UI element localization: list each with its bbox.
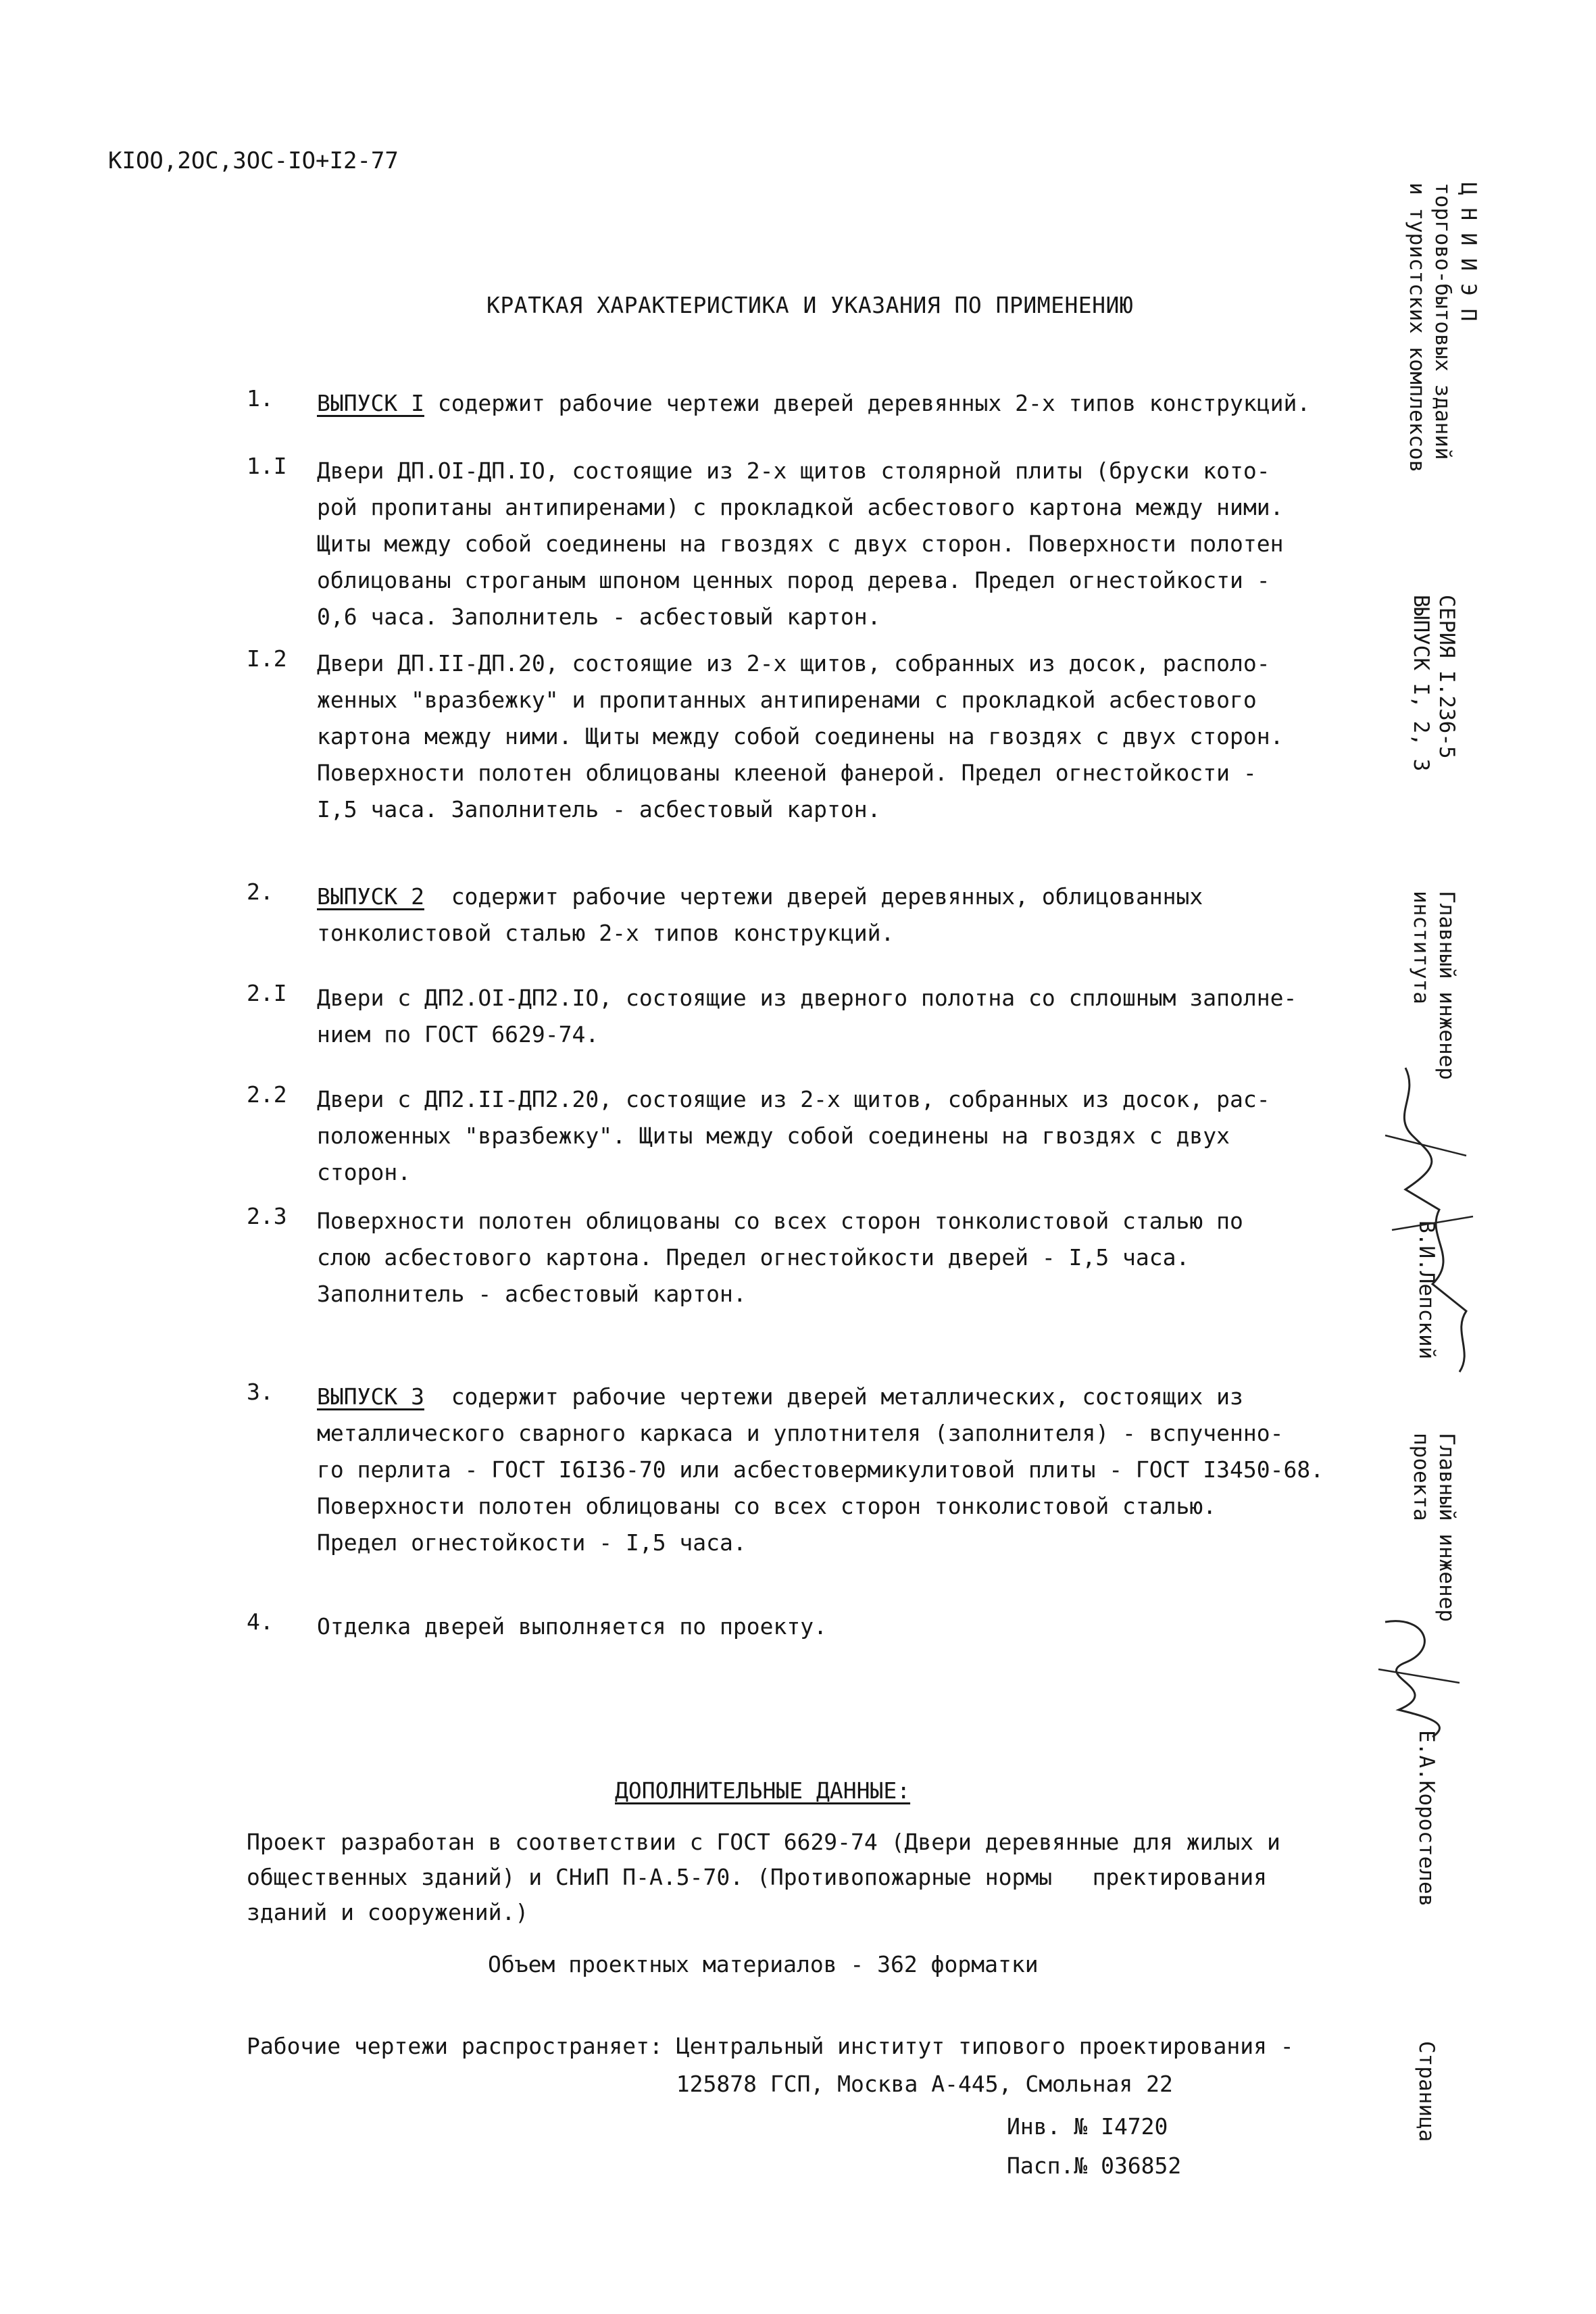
item-line: металлического сварного каркаса и уплотнителя (заполнителя) - вспученно- — [317, 1420, 1284, 1446]
item-line: Щиты между собой соединены на гвоздях с двух сторон. Поверхности полотен — [317, 531, 1284, 557]
item-body — [317, 1379, 1355, 1561]
item-number: 1.I — [247, 453, 287, 479]
item-line: слою асбестового картона. Предел огнестойкости дверей - I,5 часа. — [317, 1244, 1190, 1271]
page-title: КРАТКАЯ ХАРАКТЕРИСТИКА И УКАЗАНИЯ ПО ПРИМЕНЕНИЮ — [487, 292, 1134, 318]
list-item — [247, 980, 1355, 1053]
item-number: 2.I — [247, 980, 287, 1006]
item-line: I,5 часа. Заполнитель - асбестовый картон. — [317, 796, 881, 822]
item-line: ВЫПУСК 3 содержит рабочие чертежи дверей металлических, состоящих из — [317, 1383, 1243, 1410]
item-line: Поверхности полотен облицованы клееной фанерой. Предел огнестойкости - — [317, 760, 1257, 786]
list-item — [247, 1203, 1355, 1312]
item-line: Двери ДП.OI-ДП.IO, состоящие из 2-х щитов столярной плиты (бруски кото- — [317, 458, 1270, 484]
pasp-number: Пасп.№ 036852 — [1007, 2152, 1182, 2179]
item-line: Двери с ДП2.II-ДП2.20, состоящие из 2-х щитов, собранных из досок, рас- — [317, 1086, 1270, 1112]
additional-line: Проект разработан в соответствии с ГОСТ 6629-74 (Двери деревянные для жилых и — [247, 1829, 1280, 1855]
item-line: Двери с ДП2.OI-ДП2.IO, состоящие из дверного полотна со сплошным заполне- — [317, 985, 1297, 1011]
additional-heading: ДОПОЛНИТЕЛЬНЫЕ ДАННЫЕ: — [615, 1777, 911, 1804]
list-item — [247, 385, 1355, 422]
list-item — [247, 879, 1355, 952]
inventory-block — [1007, 2107, 1181, 2186]
item-line: ВЫПУСК I содержит рабочие чертежи дверей деревянных 2-х типов конструкций. — [317, 390, 1311, 416]
additional-line: общественных зданий) и СНиП П-А.5-70. (Противопожарные нормы прeктирования — [247, 1864, 1267, 1890]
section-label: ВЫПУСК 2 — [317, 883, 424, 910]
stamp-chief-institute: Главный инженер института — [1409, 891, 1459, 1080]
item-number: 1. — [247, 385, 274, 412]
signature-lepsky — [1365, 1054, 1487, 1379]
distribution-line: Рабочие чертежи распространяет: Центральный институт типового проектирования - — [247, 2033, 1294, 2059]
list-item — [247, 1379, 1355, 1561]
item-line: Предел огнестойкости - I,5 часа. — [317, 1529, 747, 1556]
item-line: го перлита - ГОСТ I6I36-70 или асбестовермикулитовой плиты - ГОСТ I3450-68. — [317, 1456, 1324, 1483]
stamp-page-label: Страница — [1414, 2041, 1439, 2142]
volume-line: Объем проектных материалов - 362 форматки — [488, 1951, 1039, 1977]
item-body — [317, 453, 1355, 635]
item-body — [317, 980, 1355, 1053]
item-body — [317, 1203, 1355, 1312]
item-line: Заполнитель - асбестовый картон. — [317, 1281, 747, 1307]
section-label: ВЫПУСК 3 — [317, 1383, 424, 1410]
item-line: тонколистовой сталью 2-х типов конструкций. — [317, 920, 895, 946]
stamp-chief-project-name: Е.А.Коростелев — [1414, 1730, 1439, 1907]
item-number: 2. — [247, 879, 274, 905]
distribution-line: 125878 ГСП, Москва А-445, Смольная 22 — [247, 2071, 1173, 2097]
item-line: 0,6 часа. Заполнитель - асбестовый картон. — [317, 604, 881, 630]
document-code: KIOO,2OC,3OC-IO+I2-77 — [108, 147, 399, 174]
stamp-chief-institute-name: В.И.Лепский — [1414, 1221, 1439, 1360]
item-line: Отделка дверей выполняется по проекту. — [317, 1613, 827, 1640]
item-number: 2.3 — [247, 1203, 287, 1229]
item-line: картона между ними. Щиты между собой соединены на гвоздях с двух сторон. — [317, 723, 1284, 749]
stamp-org: Ц Н И И Э П торгово-бытовых зданий и туристских комплексов — [1405, 182, 1480, 473]
item-number: I.2 — [247, 645, 287, 672]
stamp-series: СЕРИЯ I.236-5 ВЫПУСК I, 2, 3 — [1409, 595, 1459, 772]
list-item — [247, 453, 1355, 635]
signature-korostelev — [1358, 1608, 1480, 1744]
inv-number: Инв. № I4720 — [1007, 2113, 1168, 2140]
list-item — [247, 645, 1355, 828]
additional-paragraph — [247, 1825, 1280, 1930]
list-item — [247, 1608, 1355, 1645]
item-body — [317, 1608, 1355, 1645]
item-body — [317, 879, 1355, 952]
item-body — [317, 385, 1355, 422]
item-line: нием по ГОСТ 6629-74. — [317, 1021, 599, 1048]
list-item — [247, 1081, 1355, 1191]
item-line: женных "вразбежку" и пропитанных антипиренами с прокладкой асбестового — [317, 687, 1257, 713]
item-line: Поверхности полотен облицованы со всех сторон тонколистовой сталью по — [317, 1208, 1243, 1234]
distribution — [247, 2027, 1294, 2103]
item-body — [317, 645, 1355, 828]
item-line: положенных "вразбежку". Щиты между собой соединены на гвоздях с двух — [317, 1123, 1230, 1149]
item-number: 3. — [247, 1379, 274, 1405]
item-line: облицованы строганым шпоном ценных пород дерева. Предел огнестойкости - — [317, 567, 1270, 593]
item-line: Двери ДП.II-ДП.20, состоящие из 2-х щитов, собранных из досок, располо- — [317, 650, 1270, 676]
item-line: рой пропитаны антипиренами) с прокладкой асбестового картона между ними. — [317, 494, 1284, 520]
item-body — [317, 1081, 1355, 1191]
item-number: 4. — [247, 1608, 274, 1635]
item-number: 2.2 — [247, 1081, 287, 1108]
section-label: ВЫПУСК I — [317, 390, 424, 416]
stamp-chief-project: Главный инженер проекта — [1409, 1433, 1459, 1622]
item-line: ВЫПУСК 2 содержит рабочие чертежи дверей деревянных, облицованных — [317, 883, 1203, 910]
item-line: Поверхности полотен облицованы со всех сторон тонколистовой сталью. — [317, 1493, 1217, 1519]
additional-line: зданий и сооружений.) — [247, 1899, 529, 1925]
item-line: сторон. — [317, 1159, 412, 1185]
